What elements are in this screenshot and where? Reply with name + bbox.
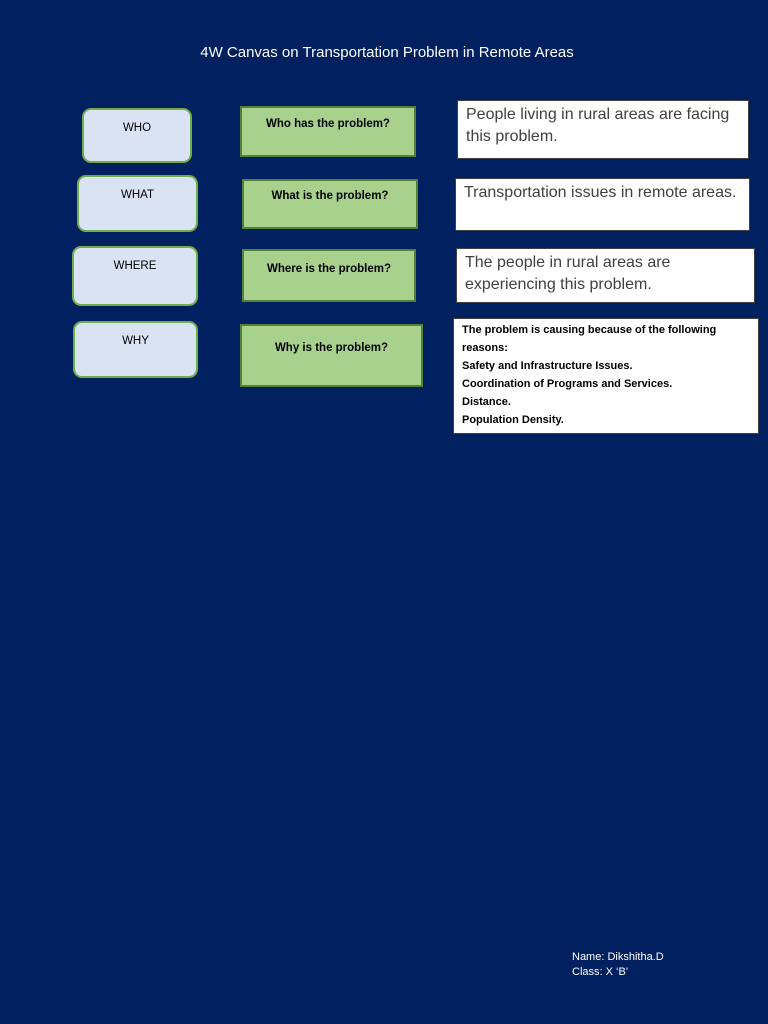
author-class: Class: X ‘B’ — [572, 966, 629, 978]
what-question-box: What is the problem? — [242, 179, 418, 229]
what-answer-box — [455, 178, 750, 231]
author-info — [572, 950, 664, 980]
where-box: WHERE — [72, 246, 198, 306]
why-box: WHY — [73, 321, 198, 378]
where-answer-box — [456, 248, 755, 303]
what-answer-text: Transportation issues in remote areas. — [464, 184, 737, 201]
who-answer-text: People living in rural areas are facing this problem. — [466, 106, 730, 145]
why-answer-intro: The problem is causing because of the following reasons: — [462, 324, 717, 354]
page-title: 4W Canvas on Transportation Problem in Remote Areas — [200, 44, 574, 61]
where-answer-text: The people in rural areas are experiencing this problem. — [465, 254, 671, 293]
where-question-box: Where is the problem? — [242, 249, 416, 302]
who-question-box: Who has the problem? — [240, 106, 416, 157]
why-reason-item: Safety and Infrastructure Issues. — [462, 360, 633, 372]
author-name: Name: Dikshitha.D — [572, 951, 664, 963]
who-answer-box — [457, 100, 749, 159]
why-reason-item: Distance. — [462, 396, 511, 408]
why-answer-box — [453, 318, 759, 434]
why-reason-item: Population Density. — [462, 414, 564, 426]
why-reason-item: Coordination of Programs and Services. — [462, 378, 673, 390]
who-box: WHO — [82, 108, 192, 163]
why-question-box: Why is the problem? — [240, 324, 423, 387]
what-box: WHAT — [77, 175, 198, 232]
